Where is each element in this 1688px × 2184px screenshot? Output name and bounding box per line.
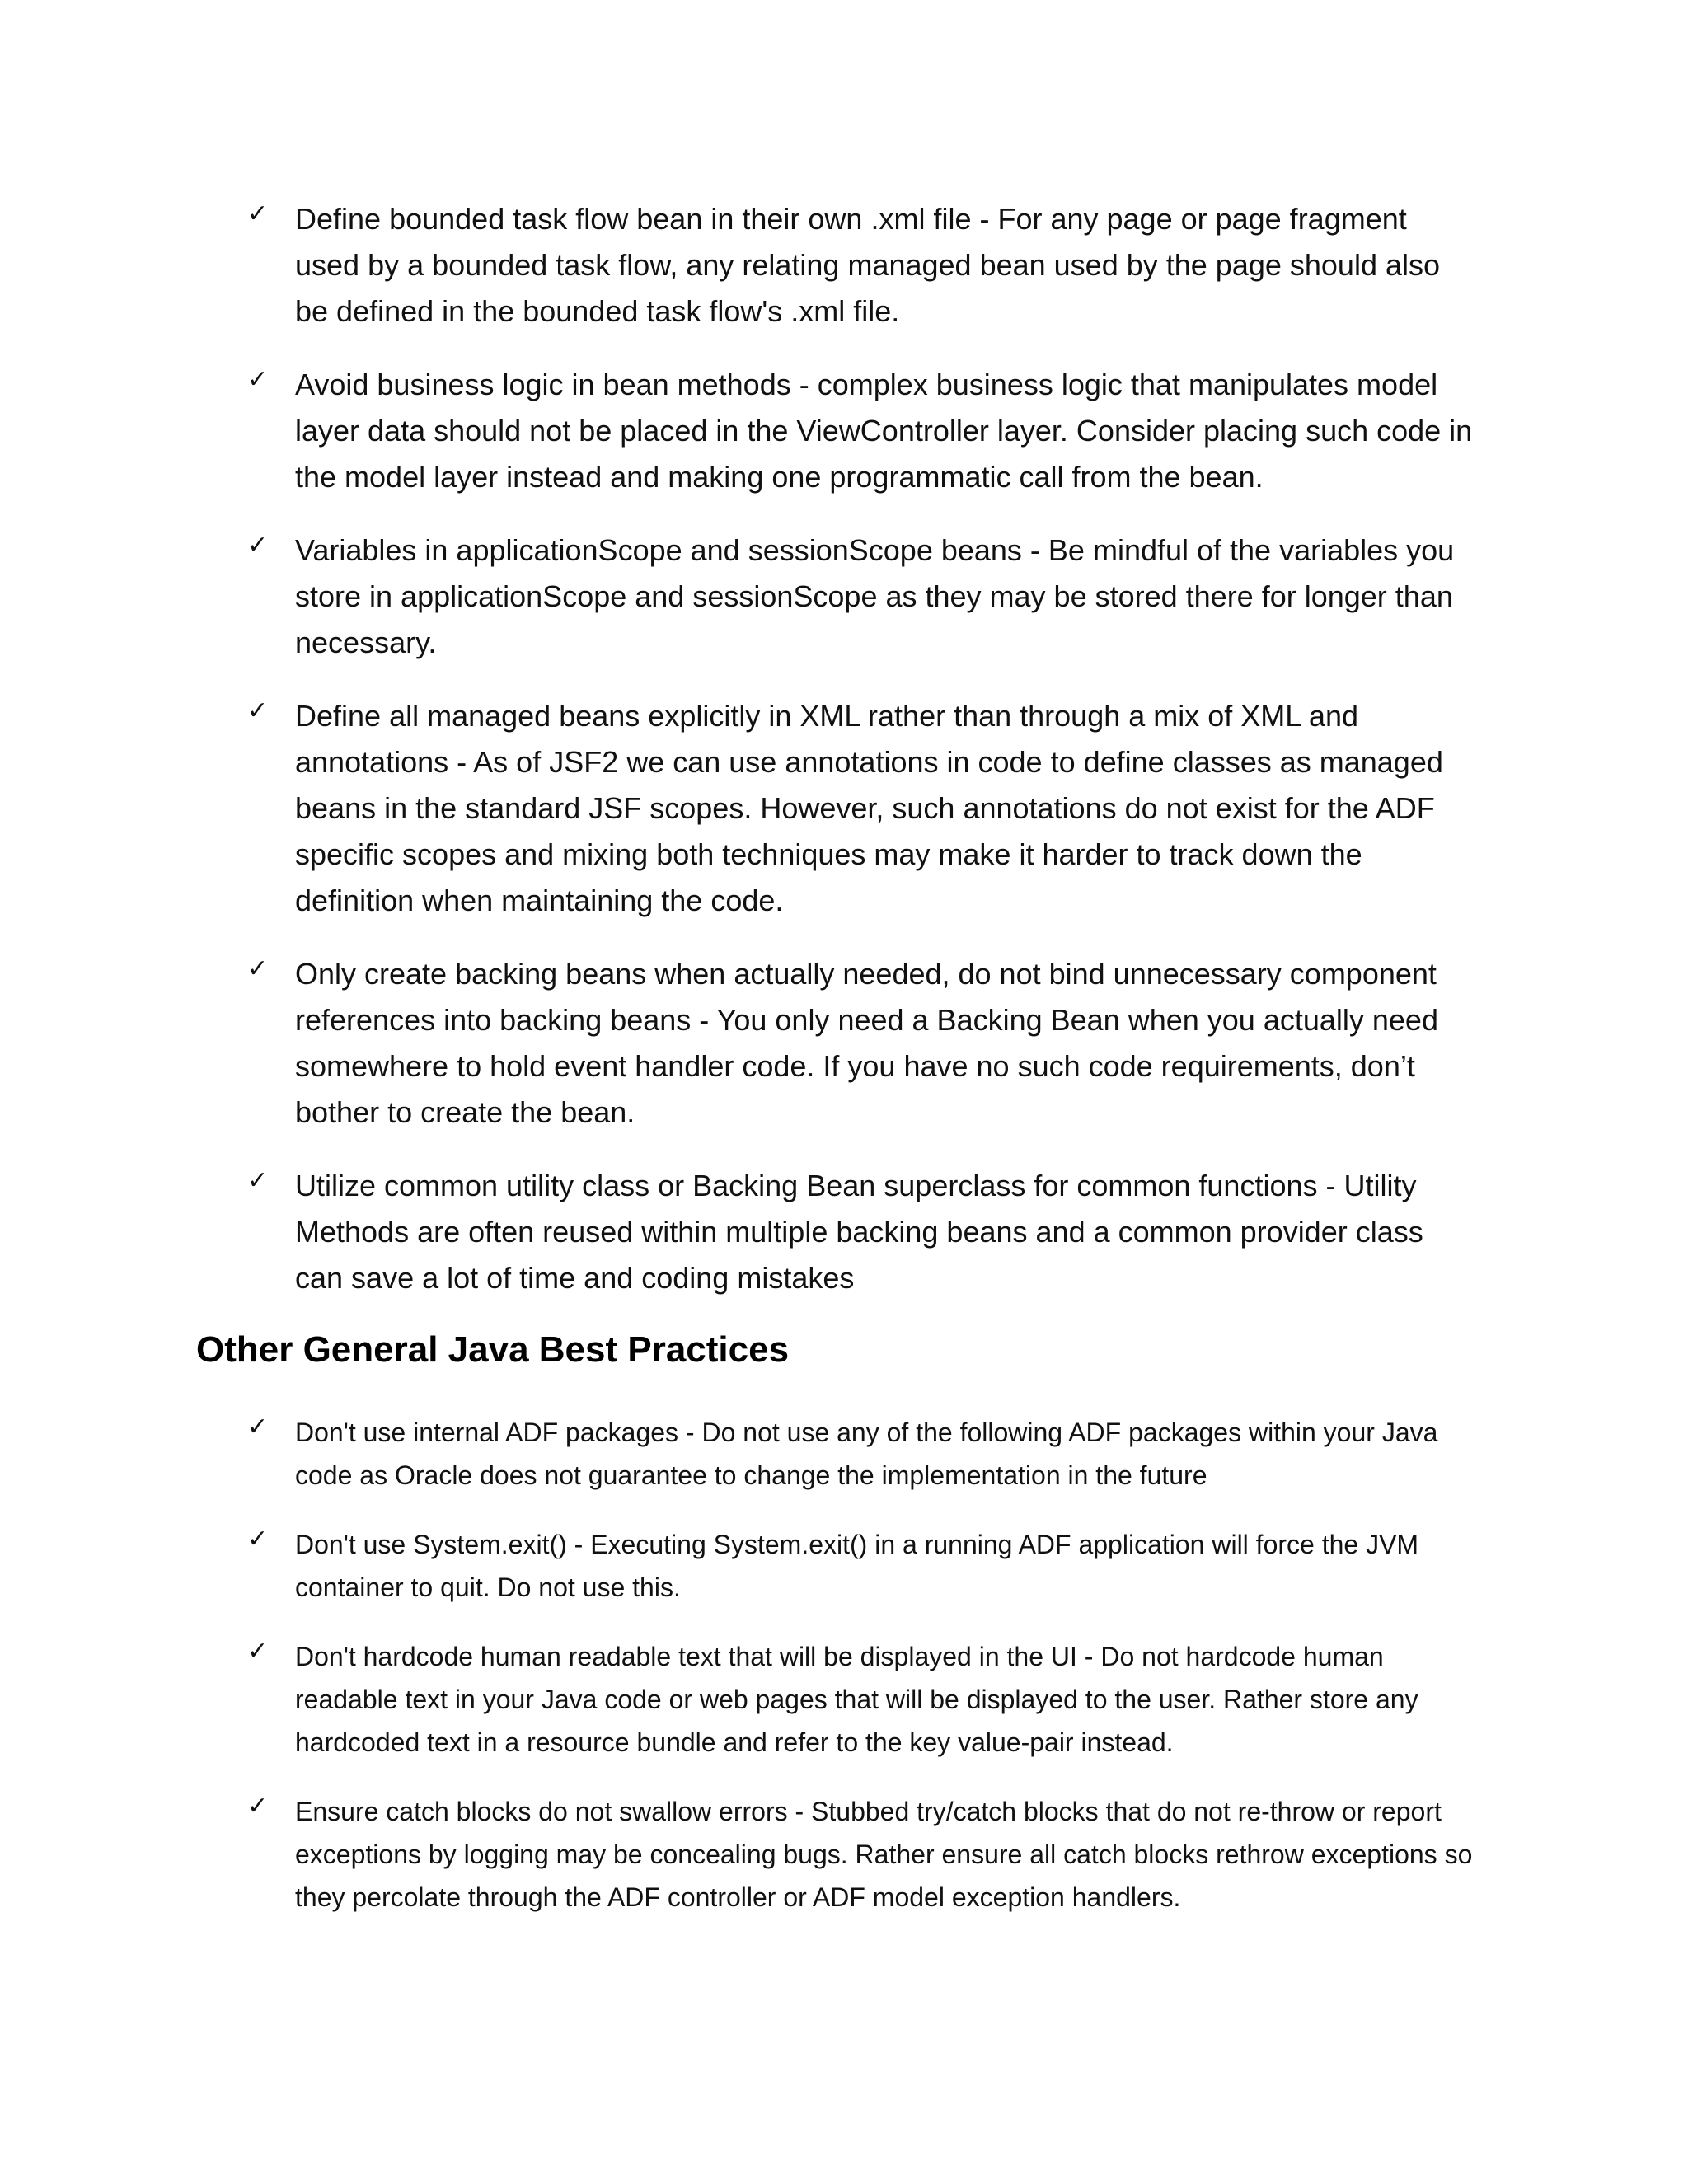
list-item-text: Don't hardcode human readable text that will be displayed in the UI - Do not hardcode human readable text in your Java code or web pages that will be displayed to the user. Rather store any hardcoded text in a resource bundle and refer to the key value-pair instead.	[295, 1642, 1418, 1757]
list-item-text: Ensure catch blocks do not swallow errors - Stubbed try/catch blocks that do not re-throw or report exceptions by logging may be concealing bugs. Rather ensure all catch blocks rethrow exceptions so they percolate through the ADF controller or ADF model exception handlers.	[295, 1797, 1473, 1912]
list-item	[0, 527, 1474, 666]
list-item	[0, 362, 1474, 500]
check-mark-icon: ✓	[247, 365, 269, 394]
list-item-text: Don't use System.exit() - Executing System.exit() in a running ADF application will force the JVM container to quit. Do not use this.	[295, 1530, 1419, 1602]
list-item-text: Utilize common utility class or Backing Bean superclass for common functions - Utility Methods are often reused within multiple backing beans and a common provider class can save a lot of time and coding mistakes	[295, 1169, 1423, 1295]
java-practices-list	[0, 1411, 1688, 1945]
check-mark-icon: ✓	[247, 954, 269, 983]
list-item-text: Variables in applicationScope and sessionScope beans - Be mindful of the variables you store in applicationScope and sessionScope as they may be stored there for longer than necessary.	[295, 533, 1455, 659]
check-mark-icon: ✓	[247, 199, 269, 228]
list-item	[0, 196, 1474, 335]
list-item	[0, 1523, 1474, 1609]
check-mark-icon: ✓	[247, 1792, 269, 1821]
list-item	[0, 951, 1474, 1136]
check-mark-icon: ✓	[247, 1166, 269, 1195]
list-item	[0, 1163, 1474, 1301]
check-mark-icon: ✓	[247, 1413, 269, 1441]
check-mark-icon: ✓	[247, 1637, 269, 1666]
list-item-text: Define bounded task flow bean in their own .xml file - For any page or page fragment used by a bounded task flow, any relating managed bean used by the page should also be defined in the bounded task flow's .xml file.	[295, 202, 1441, 328]
list-item-text: Don't use internal ADF packages - Do not use any of the following ADF packages within your Java code as Oracle does not guarantee to change the implementation in the future	[295, 1418, 1438, 1490]
list-item	[0, 1635, 1474, 1764]
bean-practices-list	[0, 196, 1688, 1329]
list-item	[0, 1790, 1474, 1919]
check-mark-icon: ✓	[247, 531, 269, 560]
list-item-text: Avoid business logic in bean methods - complex business logic that manipulates model layer data should not be placed in the ViewController layer. Consider placing such code in the model layer instead and making one programmatic call from the bean.	[295, 368, 1473, 494]
check-mark-icon: ✓	[247, 1525, 269, 1554]
list-item-text: Only create backing beans when actually needed, do not bind unnecessary component references into backing beans - You only need a Backing Bean when you actually need somewhere to hold event handler code. If you have no such code requirements, don’t bother to create the bean.	[295, 957, 1438, 1129]
list-item	[0, 1411, 1474, 1497]
section-heading: Other General Java Best Practices	[196, 1329, 790, 1370]
list-item	[0, 693, 1474, 924]
list-item-text: Define all managed beans explicitly in XML rather than through a mix of XML and annotations - As of JSF2 we can use annotations in code to define classes as managed beans in the standard JSF scopes. However, such annotations do not exist for the ADF specific scopes and mixing both techniques may make it harder to track down the definition when maintaining the code.	[295, 699, 1443, 917]
check-mark-icon: ✓	[247, 696, 269, 725]
